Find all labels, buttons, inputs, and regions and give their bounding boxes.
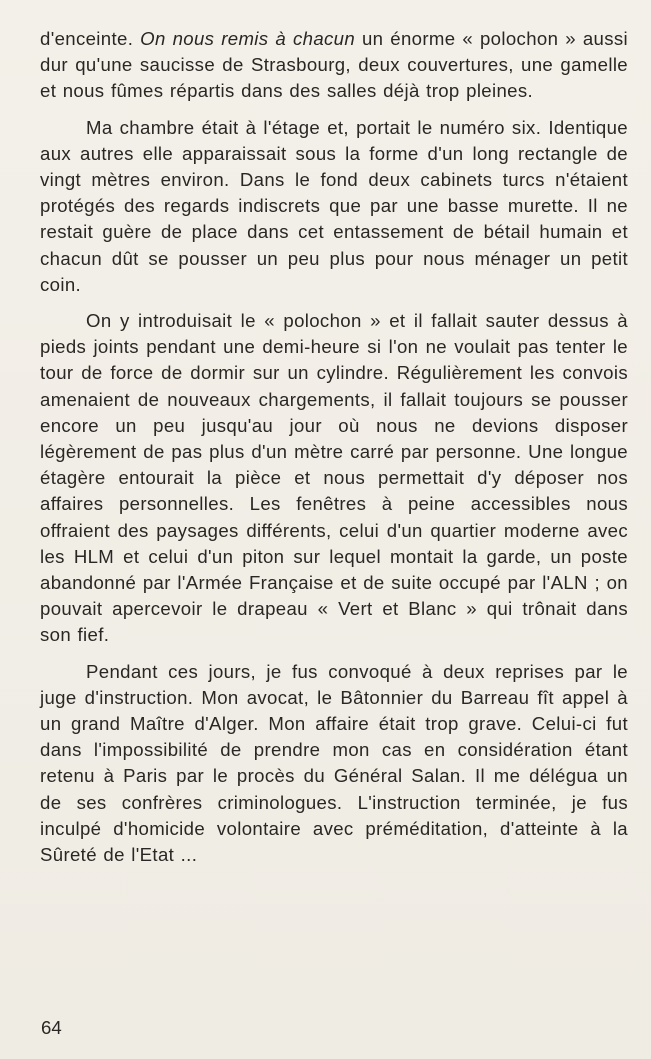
paragraph-1-italic: On nous remis à chacun — [140, 28, 356, 49]
paragraph-1-start: d'enceinte. — [40, 28, 141, 49]
page-number: 64 — [41, 1017, 62, 1038]
body-text — [40, 26, 628, 878]
paragraph-1 — [40, 26, 628, 105]
paragraph-4: Pendant ces jours, je fus convoqué à deux reprises par le juge d'instruction. Mon avocat, le Bâtonnier du Barreau fît appel à un grand Maître d'Alger. Mon affaire était trop grave. Celui-ci fut dans l'impossibilité de prendre mon cas en considération étant retenu à Paris par le procès du Général Salan. Il me délégua un de ses confrères criminologues. L'instruction terminée, je fus inculpé d'homicide volontaire avec préméditation, d'atteinte à la Sûreté de l'Etat ... — [40, 660, 628, 866]
paragraph-2: Ma chambre était à l'étage et, portait le numéro six. Identique aux autres elle apparaissait sous la forme d'un long rectangle de vingt mètres environ. Dans le fond deux cabinets turcs n'étaient protégés des regards indiscrets que par une basse murette. Il ne restait guère de place dans cet entassement de bétail humain et chacun dût se pousser un peu plus pour nous ménager un petit coin. — [40, 116, 628, 295]
paragraph-3: On y introduisait le « polochon » et il fallait sauter dessus à pieds joints pendant une demi-heure si l'on ne voulait pas tenter le tour de force de dormir sur un cylindre. Régulièrement les convois amenaient de nouveaux chargements, il fallait toujours se pousser encore un peu jusqu'au jour où nous ne devions disposer légèrement de pas plus d'un mètre carré par personne. Une longue étagère entourait la pièce et nous permettait d'y déposer nos affaires personnelles. Les fenêtres à peine accessibles nous offraient des paysages différents, celui d'un quartier moderne avec les HLM et celui d'un piton sur lequel montait la garde, un poste abandonné par l'Armée Française et de suite occupé par l'ALN ; on pouvait apercevoir le drapeau « Vert et Blanc » qui trônait dans son fief. — [40, 310, 628, 646]
paragraph-1-rest: un énorme « polochon » aussi dur qu'une saucisse de Strasbourg, deux couvertures, une gamelle et nous fûmes répartis dans des salles déjà trop pleines. — [40, 28, 628, 102]
